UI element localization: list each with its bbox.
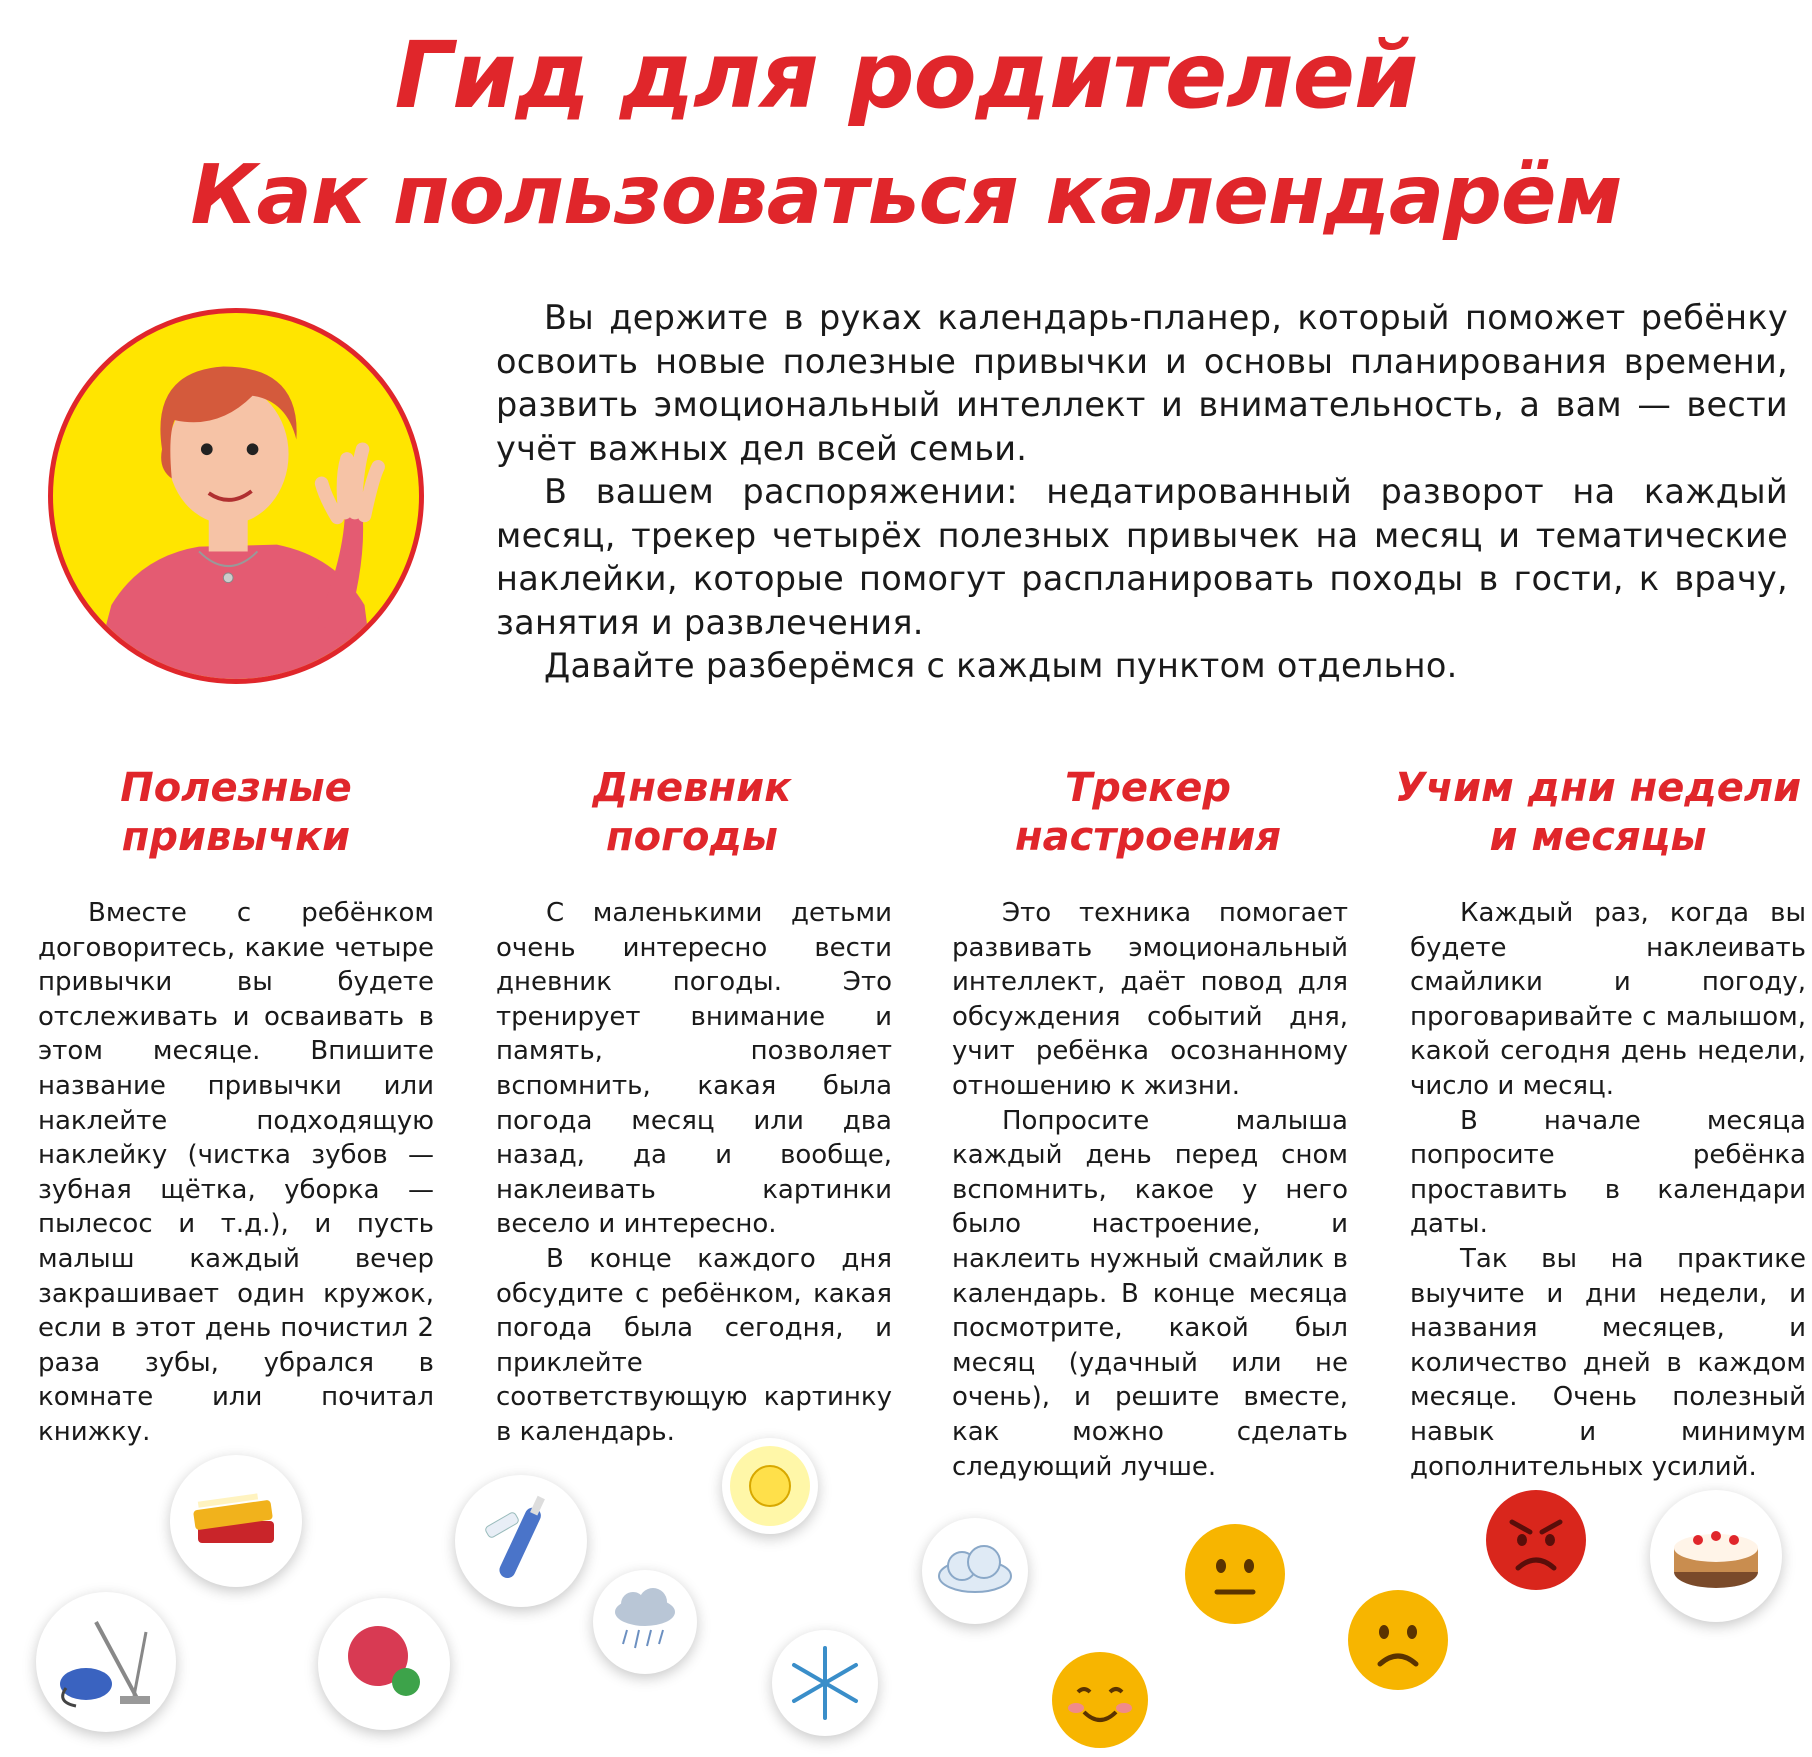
neutral-emoji-icon bbox=[1183, 1522, 1287, 1626]
rain-sticker bbox=[593, 1570, 697, 1674]
toothbrush-icon bbox=[455, 1475, 587, 1607]
toothbrush-sticker bbox=[455, 1475, 587, 1607]
cake-icon bbox=[1650, 1490, 1782, 1622]
snowflake-icon bbox=[772, 1630, 878, 1736]
intro-paragraph: Вы держите в руках календарь-планер, который поможет ребёнку освоить новые полезные привычки и основы планирования времени, развить эмоциональный интеллект и внимательность, а вам — вести учёт важных дел всей семьи. bbox=[496, 298, 1788, 468]
ball-sticker bbox=[318, 1598, 450, 1730]
smiling-emoji bbox=[1050, 1650, 1150, 1750]
parent-portrait-illustration bbox=[48, 308, 424, 684]
section-text-days: Каждый раз, когда вы будете наклеивать смайлики и погоду, проговаривайте с малышом, какой сегодня день недели, число и месяц. В начале месяца попросите ребёнка проставить в календари даты. Так вы на практике выучите и дни недели, и названия месяцев, и количество дней в каждом месяце. Очень полезный навык и минимум дополнительных усилий. bbox=[1410, 898, 1806, 1482]
books-sticker bbox=[170, 1455, 302, 1587]
cloud-sticker bbox=[922, 1518, 1028, 1624]
snowflake-sticker bbox=[772, 1630, 878, 1736]
cake-sticker bbox=[1650, 1490, 1782, 1622]
sun-icon bbox=[722, 1438, 818, 1534]
angry-emoji bbox=[1484, 1488, 1588, 1592]
section-heading-mood: Трекер настроения bbox=[1014, 765, 1282, 860]
rain-cloud-icon bbox=[593, 1570, 697, 1674]
intro-paragraph: В вашем распоряжении: недатированный разворот на каждый месяц, трекер четырёх полезных привычек на месяц и тематические наклейки, которые помогут распланировать походы в гости, к врачу, занятия и развлечения. bbox=[496, 472, 1788, 642]
page-subtitle: Как пользоваться календарём bbox=[190, 148, 1622, 243]
cloud-icon bbox=[922, 1518, 1028, 1624]
smiling-emoji-icon bbox=[1050, 1650, 1150, 1750]
sad-emoji bbox=[1346, 1588, 1450, 1692]
section-heading-habits: Полезные привычки bbox=[120, 765, 352, 860]
waving-woman-icon bbox=[53, 313, 419, 679]
vacuum-sticker bbox=[36, 1592, 176, 1732]
vacuum-icon bbox=[36, 1592, 176, 1732]
ball-icon bbox=[318, 1598, 450, 1730]
sad-emoji-icon bbox=[1346, 1588, 1450, 1692]
sun-sticker bbox=[722, 1438, 818, 1534]
section-heading-days: Учим дни недели и месяцы bbox=[1394, 765, 1802, 860]
intro-text bbox=[496, 296, 1788, 688]
angry-emoji-icon bbox=[1484, 1488, 1588, 1592]
section-text-weather: С маленькими детьми очень интересно вести дневник погоды. Это тренирует внимание и память, позволяет вспомнить, какая была погода месяц или два назад, да и вообще, наклеивать картинки весело и интересно. В конце каждого дня обсудите с ребёнком, какая погода была сегодня, и приклейте соответствующую картинку в календарь. bbox=[496, 898, 892, 1447]
neutral-emoji bbox=[1183, 1522, 1287, 1626]
intro-paragraph: Давайте разберёмся с каждым пунктом отдельно. bbox=[544, 646, 1458, 685]
page-title: Гид для родителей bbox=[394, 22, 1418, 129]
books-icon bbox=[170, 1455, 302, 1587]
section-text-habits: Вместе с ребёнком договоритесь, какие четыре привычки вы будете отслеживать и осваивать в этом месяце. Впишите название привычки или наклейте подходящую наклейку (чистка зубов — зубная щётка, уборка — пылесос и т.д.), и пусть малыш каждый вечер закрашивает один кружок, если в этот день почистил 2 раза зубы, убрался в комнате или почитал книжку. bbox=[38, 898, 434, 1447]
section-text-mood: Это техника помогает развивать эмоциональный интеллект, даёт повод для обсуждения событий дня, учит ребёнка осознанному отношению к жизни. Попросите малыша каждый день перед сном вспомнить, какое у него было настроение, и наклеить нужный смайлик в календарь. В конце месяца посмотрите, какой был месяц (удачный или не очень), и решите вместе, как можно сделать следующий лучше. bbox=[952, 898, 1348, 1482]
section-heading-weather: Дневник погоды bbox=[592, 765, 792, 860]
